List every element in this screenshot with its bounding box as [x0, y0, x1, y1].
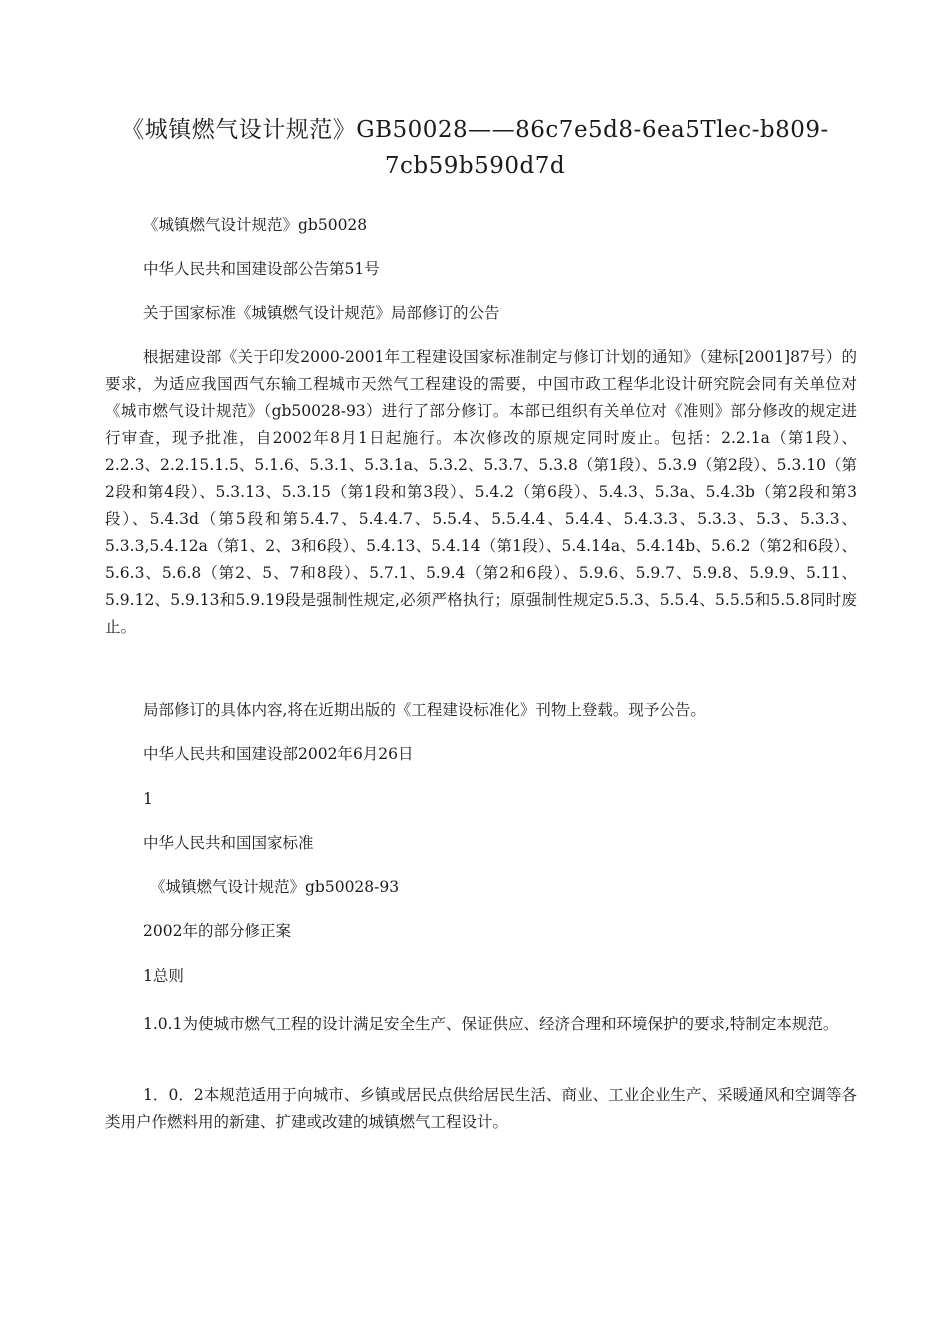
- page-number: 1: [143, 790, 153, 808]
- section-heading-general: 1总则: [143, 967, 184, 985]
- paragraph-amendment: 2002年的部分修正案: [143, 922, 291, 940]
- title-line-2: 7cb59b590d7d: [384, 153, 566, 179]
- clause-1-0-2: 1．0．2本规范适用于向城市、乡镇或居民点供给居民生活、商业、工业企业生产、采暖通风和空调等各类用户作燃料用的新建、扩建或改建的城镇燃气工程设计。: [105, 1086, 857, 1131]
- paragraph-spec-name: 《城镇燃气设计规范》gb50028: [143, 216, 368, 234]
- paragraph-national-standard: 中华人民共和国国家标准: [143, 834, 314, 852]
- paragraph-notice: 局部修订的具体内容,将在近期出版的《工程建设标准化》刊物上登载。现予公告。: [143, 701, 706, 719]
- paragraph-standard-name: 《城镇燃气设计规范》gb50028-93: [150, 878, 400, 896]
- paragraph-announcement-no: 中华人民共和国建设部公告第51号: [143, 260, 380, 278]
- document-title: [60, 112, 890, 184]
- paragraph-date: 中华人民共和国建设部2002年6月26日: [143, 745, 414, 763]
- paragraph-announcement-body: 根据建设部《关于印发2000-2001年工程建设国家标准制定与修订计划的通知》（建标[2001]87号）的要求，为适应我国西气东输工程城市天然气工程建设的需要，中国市政工程华北设计研究院会同有关单位对《城市燃气设计规范》（gb50028-93）进行了部分修订。本部已组织有关单位对《准则》部分修改的规定进行审查，现予批准，自2002年8月1日起施行。本次修改的原规定同时废止。包括：2.2.1a（第1段）、2.2.3、2.2.15.1.5、5.1.6、5.3.1、5.3.1a、5.3.2、5.3.7、5.3.8（第1段）、5.3.9（第2段）、5.3.10（第2段和第4段）、5.3.13、5.3.15（第1段和第3段）、5.4.2（第6段）、5.4.3、5.3a、5.4.3b（第2段和第3段）、5.4.3d（第5段和第5.4.7、5.4.4.7、5.5.4、5.5.4.4、5.4.4、5.4.3.3、5.3.3、5.3、5.3.3、5.3.3,5.4.12a（第1、2、3和6段）、5.4.13、5.4.14（第1段）、5.4.14a、5.4.14b、5.6.2（第2和6段）、5.6.3、5.6.8（第2、5、7和8段）、5.7.1、5.9.4（第2和6段）、5.9.6、5.9.7、5.9.8、5.9.9、5.11、5.9.12、5.9.13和5.9.19段是强制性规定,必须严格执行；原强制性规定5.5.3、5.5.4、5.5.5和5.5.8同时废止。: [105, 348, 857, 636]
- title-line-1: 《城镇燃气设计规范》GB50028——86c7e5d8-6ea5Tlec-b809-: [121, 117, 829, 143]
- clause-1-0-1: 1.0.1为使城市燃气工程的设计满足安全生产、保证供应、经济合理和环境保护的要求,特制定本规范。: [143, 1015, 839, 1033]
- paragraph-announcement-title: 关于国家标准《城镇燃气设计规范》局部修订的公告: [143, 304, 500, 322]
